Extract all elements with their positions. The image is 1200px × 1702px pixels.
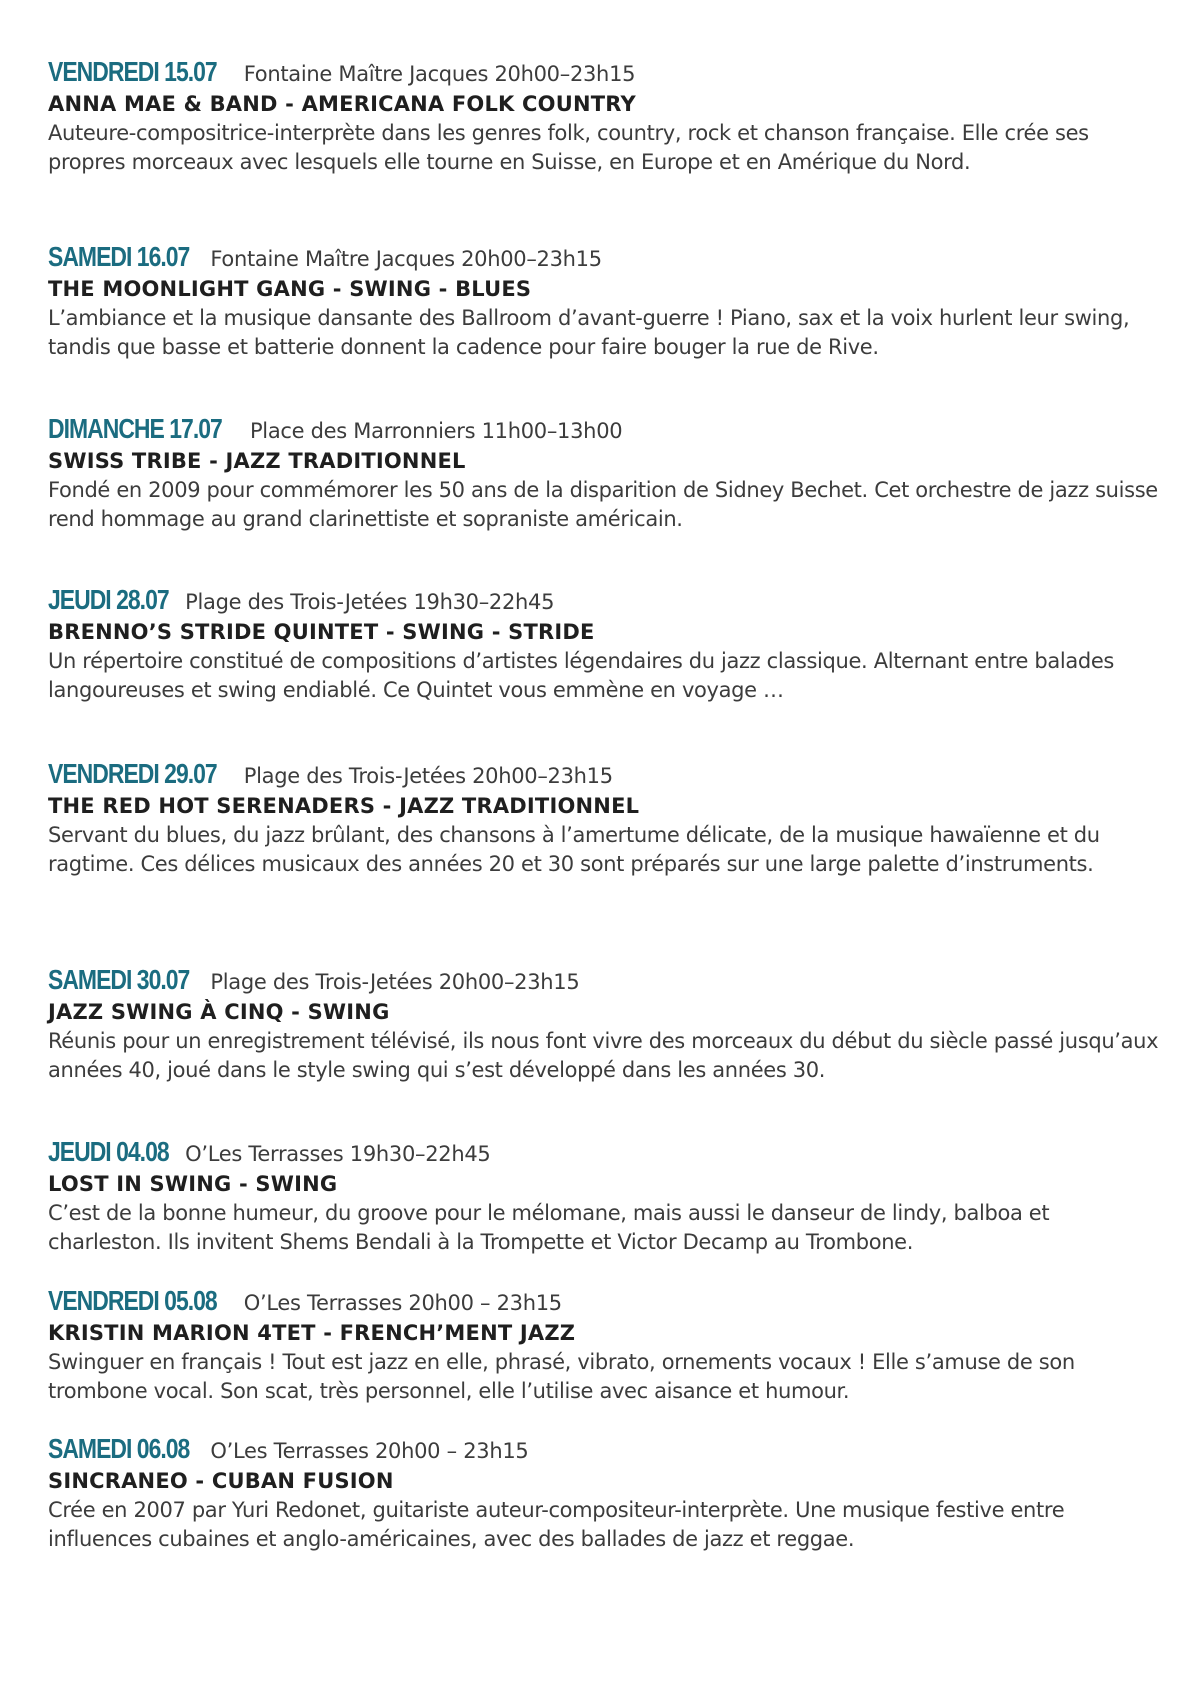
event-date-line: [48, 963, 1168, 997]
event-date-line: [48, 412, 1168, 446]
event-place-time: Plage des Trois-Jetées 20h00–23h15: [243, 764, 613, 788]
event-day: VENDREDI 29.07: [48, 758, 217, 789]
event-description: Auteure-compositrice-interprète dans les genres folk, country, rock et chanson française. Elle crée ses propres morceaux avec lesquels elle tourne en Suisse, en Europe et en Amérique du Nord.: [48, 121, 1089, 174]
event-day: SAMEDI 30.07: [48, 964, 190, 995]
event-date-line: [48, 1135, 1168, 1169]
event-title: THE RED HOT SERENADERS - JAZZ TRADITIONNEL: [48, 794, 640, 818]
event-title: BRENNO’S STRIDE QUINTET - SWING - STRIDE: [48, 620, 595, 644]
event-title: KRISTIN MARION 4TET - FRENCH’MENT JAZZ: [48, 1321, 576, 1345]
event-title: SWISS TRIBE - JAZZ TRADITIONNEL: [48, 449, 466, 473]
event-place-time: Plage des Trois-Jetées 19h30–22h45: [185, 590, 555, 614]
event-description: Servant du blues, du jazz brûlant, des chansons à l’amertume délicate, de la musique hawaïenne et du ragtime. Ces délices musicaux des années 20 et 30 sont préparés sur une large palette d’instruments.: [48, 823, 1100, 876]
event-entry: [48, 55, 1168, 176]
event-place-time: O’Les Terrasses 20h00 – 23h15: [243, 1291, 562, 1315]
event-place-time: Fontaine Maître Jacques 20h00–23h15: [243, 62, 636, 86]
event-description: Un répertoire constitué de compositions d’artistes légendaires du jazz classique. Alternant entre balades langoureuses et swing endiablé. Ce Quintet vous emmène en voyage …: [48, 649, 1114, 702]
event-entry: [48, 1135, 1168, 1256]
event-title: THE MOONLIGHT GANG - SWING - BLUES: [48, 277, 532, 301]
event-date-line: [48, 240, 1168, 274]
event-entry: [48, 583, 1168, 704]
event-date-line: [48, 1432, 1168, 1466]
event-place-time: Plage des Trois-Jetées 20h00–23h15: [210, 970, 580, 994]
event-day: VENDREDI 15.07: [48, 56, 217, 87]
event-place-time: O’Les Terrasses 19h30–22h45: [185, 1142, 491, 1166]
event-day: DIMANCHE 17.07: [48, 413, 222, 444]
event-description: Réunis pour un enregistrement télévisé, ils nous font vivre des morceaux du début du siècle passé jusqu’aux années 40, joué dans le style swing qui s’est développé dans les années 30.: [48, 1029, 1159, 1082]
event-entry: [48, 1432, 1168, 1553]
event-description: L’ambiance et la musique dansante des Ballroom d’avant-guerre ! Piano, sax et la voix hurlent leur swing, tandis que basse et batterie donnent la cadence pour faire bouger la rue de Rive.: [48, 306, 1130, 359]
event-description: C’est de la bonne humeur, du groove pour le mélomane, mais aussi le danseur de lindy, balboa et charleston. Ils invitent Shems Bendali à la Trompette et Victor Decamp au Trombone.: [48, 1201, 1050, 1254]
event-place-time: Fontaine Maître Jacques 20h00–23h15: [210, 247, 602, 271]
event-title: JAZZ SWING À CINQ - SWING: [48, 1000, 390, 1024]
event-place-time: O’Les Terrasses 20h00 – 23h15: [210, 1439, 529, 1463]
event-day: SAMEDI 16.07: [48, 241, 190, 272]
event-day: VENDREDI 05.08: [48, 1285, 217, 1316]
event-date-line: [48, 55, 1168, 89]
event-date-line: [48, 1284, 1168, 1318]
event-description: Crée en 2007 par Yuri Redonet, guitariste auteur-compositeur-interprète. Une musique festive entre influences cubaines et anglo-américaines, avec des ballades de jazz et reggae.: [48, 1498, 1065, 1551]
event-entry: [48, 240, 1168, 361]
event-entry: [48, 757, 1168, 878]
event-description: Swinguer en français ! Tout est jazz en elle, phrasé, vibrato, ornements vocaux ! Elle s’amuse de son trombone vocal. Son scat, très personnel, elle l’utilise avec aisance et humour.: [48, 1350, 1075, 1403]
event-entry: [48, 963, 1168, 1084]
event-date-line: [48, 757, 1168, 791]
event-day: JEUDI 04.08: [48, 1136, 169, 1167]
event-description: Fondé en 2009 pour commémorer les 50 ans de la disparition de Sidney Bechet. Cet orchestre de jazz suisse rend hommage au grand clarinettiste et sopraniste américain.: [48, 478, 1158, 531]
event-title: SINCRANEO - CUBAN FUSION: [48, 1469, 394, 1493]
event-place-time: Place des Marronniers 11h00–13h00: [249, 419, 623, 443]
event-entry: [48, 412, 1168, 533]
event-day: SAMEDI 06.08: [48, 1433, 190, 1464]
event-entry: [48, 1284, 1168, 1405]
event-date-line: [48, 583, 1168, 617]
event-title: LOST IN SWING - SWING: [48, 1172, 338, 1196]
event-day: JEUDI 28.07: [48, 584, 169, 615]
event-title: ANNA MAE & BAND - AMERICANA FOLK COUNTRY: [48, 92, 636, 116]
